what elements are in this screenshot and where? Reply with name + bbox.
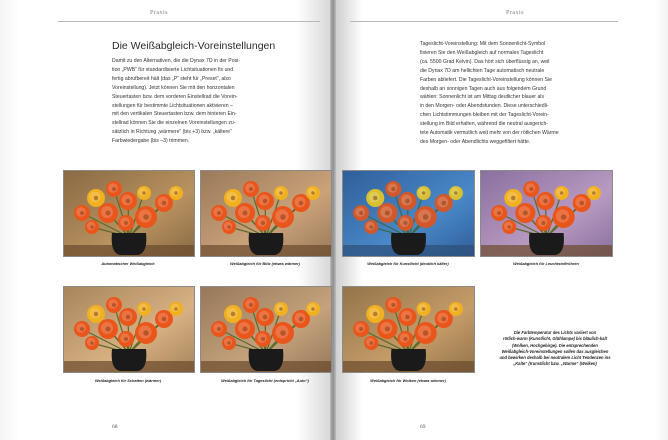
text-line: stellrad können Sie die einzelnen Voreinstellungen zu- — [112, 120, 236, 127]
note-line: rötlich-warm (Kunstlicht, Glühlampe) bis bläulich-kalt — [503, 336, 607, 342]
text-line: tion „PWB“ für standardisierte Lichtsituationen fix und — [112, 66, 234, 73]
ranunculus-flower — [222, 336, 236, 350]
ranunculus-flower — [306, 186, 320, 200]
ranunculus-flower — [366, 305, 384, 323]
caption-flash: Weißabgleich für Blitz (etwas wärmer) — [230, 261, 300, 266]
ranunculus-flower — [87, 305, 105, 323]
ranunculus-flower — [87, 189, 105, 207]
text-line: stellungen für bestimmte Lichtsituationen aktivieren – — [112, 102, 233, 109]
text-line: deshalb an sonnigen Tagen auch aus folgendem Grund — [420, 85, 547, 92]
text-line: stellung im Bild erhalten, während die neutral ausgerich- — [420, 121, 549, 128]
vase — [529, 233, 564, 255]
caption-tungsten: Weißabgleich für Kunstlicht (deutlich kälter) — [367, 261, 449, 266]
running-head-left: Praxis — [150, 10, 168, 16]
header-rule-right — [350, 21, 618, 22]
photo-shade-white-balance — [63, 286, 195, 373]
ranunculus-flower — [272, 206, 294, 228]
ranunculus-flower — [211, 321, 227, 337]
page-number-right: 69 — [420, 424, 426, 430]
text-line: tete Automatik vermutlich weit mehr von der rötlichen Wärme — [420, 130, 559, 137]
photo-cloudy-white-balance — [342, 286, 475, 373]
vase — [391, 233, 426, 255]
caption-daylight: Weißabgleich für Tageslicht (entspricht „Auto“) — [221, 378, 309, 383]
ranunculus-flower — [211, 205, 227, 221]
ranunculus-flower — [353, 205, 369, 221]
ranunculus-flower — [98, 203, 118, 223]
vase — [112, 349, 147, 371]
text-line: Steuertasten bzw. dem vorderen Einstellrad die Vorein- — [112, 93, 238, 100]
ranunculus-flower — [135, 206, 157, 228]
text-line: die Dynax 7D am hellichten Tage automatisch neutrale — [420, 67, 545, 74]
right-body-text — [420, 40, 610, 147]
ranunculus-flower — [449, 302, 463, 316]
ranunculus-flower — [415, 322, 437, 344]
ranunculus-flower — [74, 321, 90, 337]
ranunculus-flower — [398, 192, 416, 210]
ranunculus-flower — [377, 319, 397, 339]
color-temperature-note — [480, 330, 630, 368]
ranunculus-flower — [135, 322, 157, 344]
ranunculus-flower — [106, 297, 122, 313]
ranunculus-flower — [353, 321, 369, 337]
ranunculus-flower — [98, 319, 118, 339]
ranunculus-flower — [377, 203, 397, 223]
ranunculus-flower — [523, 181, 539, 197]
running-head-right: Praxis — [506, 10, 524, 16]
ranunculus-flower — [256, 192, 274, 210]
ranunculus-flower — [235, 203, 255, 223]
ranunculus-flower — [587, 186, 601, 200]
ranunculus-flower — [553, 206, 575, 228]
ranunculus-flower — [515, 203, 535, 223]
caption-cloudy: Weißabgleich für Wolken (etwas wärmer) — [370, 378, 446, 383]
vase — [249, 233, 284, 255]
ranunculus-flower — [397, 215, 413, 231]
ranunculus-flower — [491, 205, 507, 221]
ranunculus-flower — [535, 215, 551, 231]
text-line: fertig abrufbereit hält (das „P“ steht für „Preset“, also — [112, 75, 231, 82]
ranunculus-flower — [255, 215, 271, 231]
text-line: in den Morgen- oder Abendstunden. Diese unterschiedli- — [420, 103, 549, 110]
ranunculus-flower — [243, 181, 259, 197]
text-line: mit den vertikalen Steuertasten bzw. dem hinteren Ein- — [112, 111, 237, 118]
ranunculus-flower — [74, 205, 90, 221]
ranunculus-flower — [555, 186, 569, 200]
ranunculus-flower — [385, 181, 401, 197]
section-heading: Die Weißabgleich-Voreinstellungen — [112, 40, 276, 52]
vase — [391, 349, 426, 371]
ranunculus-flower — [364, 220, 378, 234]
photo-daylight-white-balance — [200, 286, 332, 373]
photo-flash-white-balance — [200, 170, 332, 257]
text-line: des Morgen- oder Abendlichts weggefiltert hätte. — [420, 138, 531, 145]
ranunculus-flower — [169, 302, 183, 316]
caption-shade: Weißabgleich für Schatten (wärmer) — [94, 378, 162, 383]
note-line: „Kalte“ (Kunstlicht bzw. „Warme“ (Wolken) — [513, 361, 597, 367]
left-body-text — [112, 57, 287, 146]
caption-fluorescent: Weißabgleich für Leuchtstoffröhren — [513, 261, 579, 266]
ranunculus-flower — [272, 322, 294, 344]
ranunculus-flower — [274, 186, 288, 200]
ranunculus-flower — [536, 192, 554, 210]
vase — [249, 349, 284, 371]
ranunculus-flower — [255, 331, 271, 347]
text-line: sätzlich in Richtung „wärmere“ (bis +3) bzw. „kältere“ — [112, 129, 232, 136]
ranunculus-flower — [222, 220, 236, 234]
ranunculus-flower — [85, 220, 99, 234]
ranunculus-flower — [224, 305, 242, 323]
text-line: Farben abliefert. Die Tageslicht-Voreinstellung können Sie — [420, 76, 552, 83]
page-number-left: 68 — [112, 424, 118, 430]
ranunculus-flower — [415, 206, 437, 228]
ranunculus-flower — [274, 302, 288, 316]
text-line: Damit zu den Alternativen, die die Dynax 7D in der Posi- — [112, 58, 241, 64]
vase — [112, 233, 147, 255]
note-line: Weißabgleich-Voreinstellungen sollen das ausgleichen — [501, 348, 609, 354]
ranunculus-flower — [256, 308, 274, 326]
ranunculus-flower — [397, 331, 413, 347]
ranunculus-flower — [118, 331, 134, 347]
text-line: Voreinstellung). Jetzt können Sie mit den horizontalen — [112, 84, 235, 91]
text-line: Tageslicht-Voreinstellung: Mit dem Sonnenlicht-Symbol — [420, 41, 546, 47]
photo-fluorescent-white-balance — [480, 170, 613, 257]
note-line: und bewirken deshalb bei neutralem Licht Tendenzen ins — [499, 355, 611, 361]
text-line: wählen: Sonnenlicht ist am Mittag deutlicher blauer als — [420, 94, 545, 101]
ranunculus-flower — [85, 336, 99, 350]
ranunculus-flower — [137, 302, 151, 316]
photo-auto-white-balance — [63, 170, 195, 257]
ranunculus-flower — [243, 297, 259, 313]
text-line: fixieren Sie den Weißabgleich auf normales Tageslicht — [420, 49, 544, 56]
ranunculus-flower — [364, 336, 378, 350]
ranunculus-flower — [502, 220, 516, 234]
ranunculus-flower — [224, 189, 242, 207]
ranunculus-flower — [235, 319, 255, 339]
ranunculus-flower — [398, 308, 416, 326]
ranunculus-flower — [385, 297, 401, 313]
ranunculus-flower — [449, 186, 463, 200]
text-line: chen Lichtstimmungen bleiben mit der Tageslicht-Vorein- — [420, 112, 549, 119]
caption-auto: Automatischer Weißabgleich — [101, 261, 155, 266]
text-line: Farbwiedergabe (bis –3) trimmen. — [112, 138, 190, 145]
ranunculus-flower — [417, 302, 431, 316]
header-rule-left — [58, 21, 320, 22]
note-line: Die Farbtemperatur des Lichts variiert von — [513, 330, 597, 335]
ranunculus-flower — [119, 308, 137, 326]
photo-tungsten-white-balance — [342, 170, 475, 257]
text-line: (ca. 5500 Grad Kelvin). Das hört sich überflüssig an, weil — [420, 58, 550, 65]
ranunculus-flower — [106, 181, 122, 197]
ranunculus-flower — [504, 189, 522, 207]
note-line: (Wolken, Hochgebirge). Die entsprechenden — [512, 342, 598, 348]
ranunculus-flower — [366, 189, 384, 207]
ranunculus-flower — [306, 302, 320, 316]
ranunculus-flower — [137, 186, 151, 200]
ranunculus-flower — [119, 192, 137, 210]
ranunculus-flower — [417, 186, 431, 200]
ranunculus-flower — [169, 186, 183, 200]
ranunculus-flower — [118, 215, 134, 231]
